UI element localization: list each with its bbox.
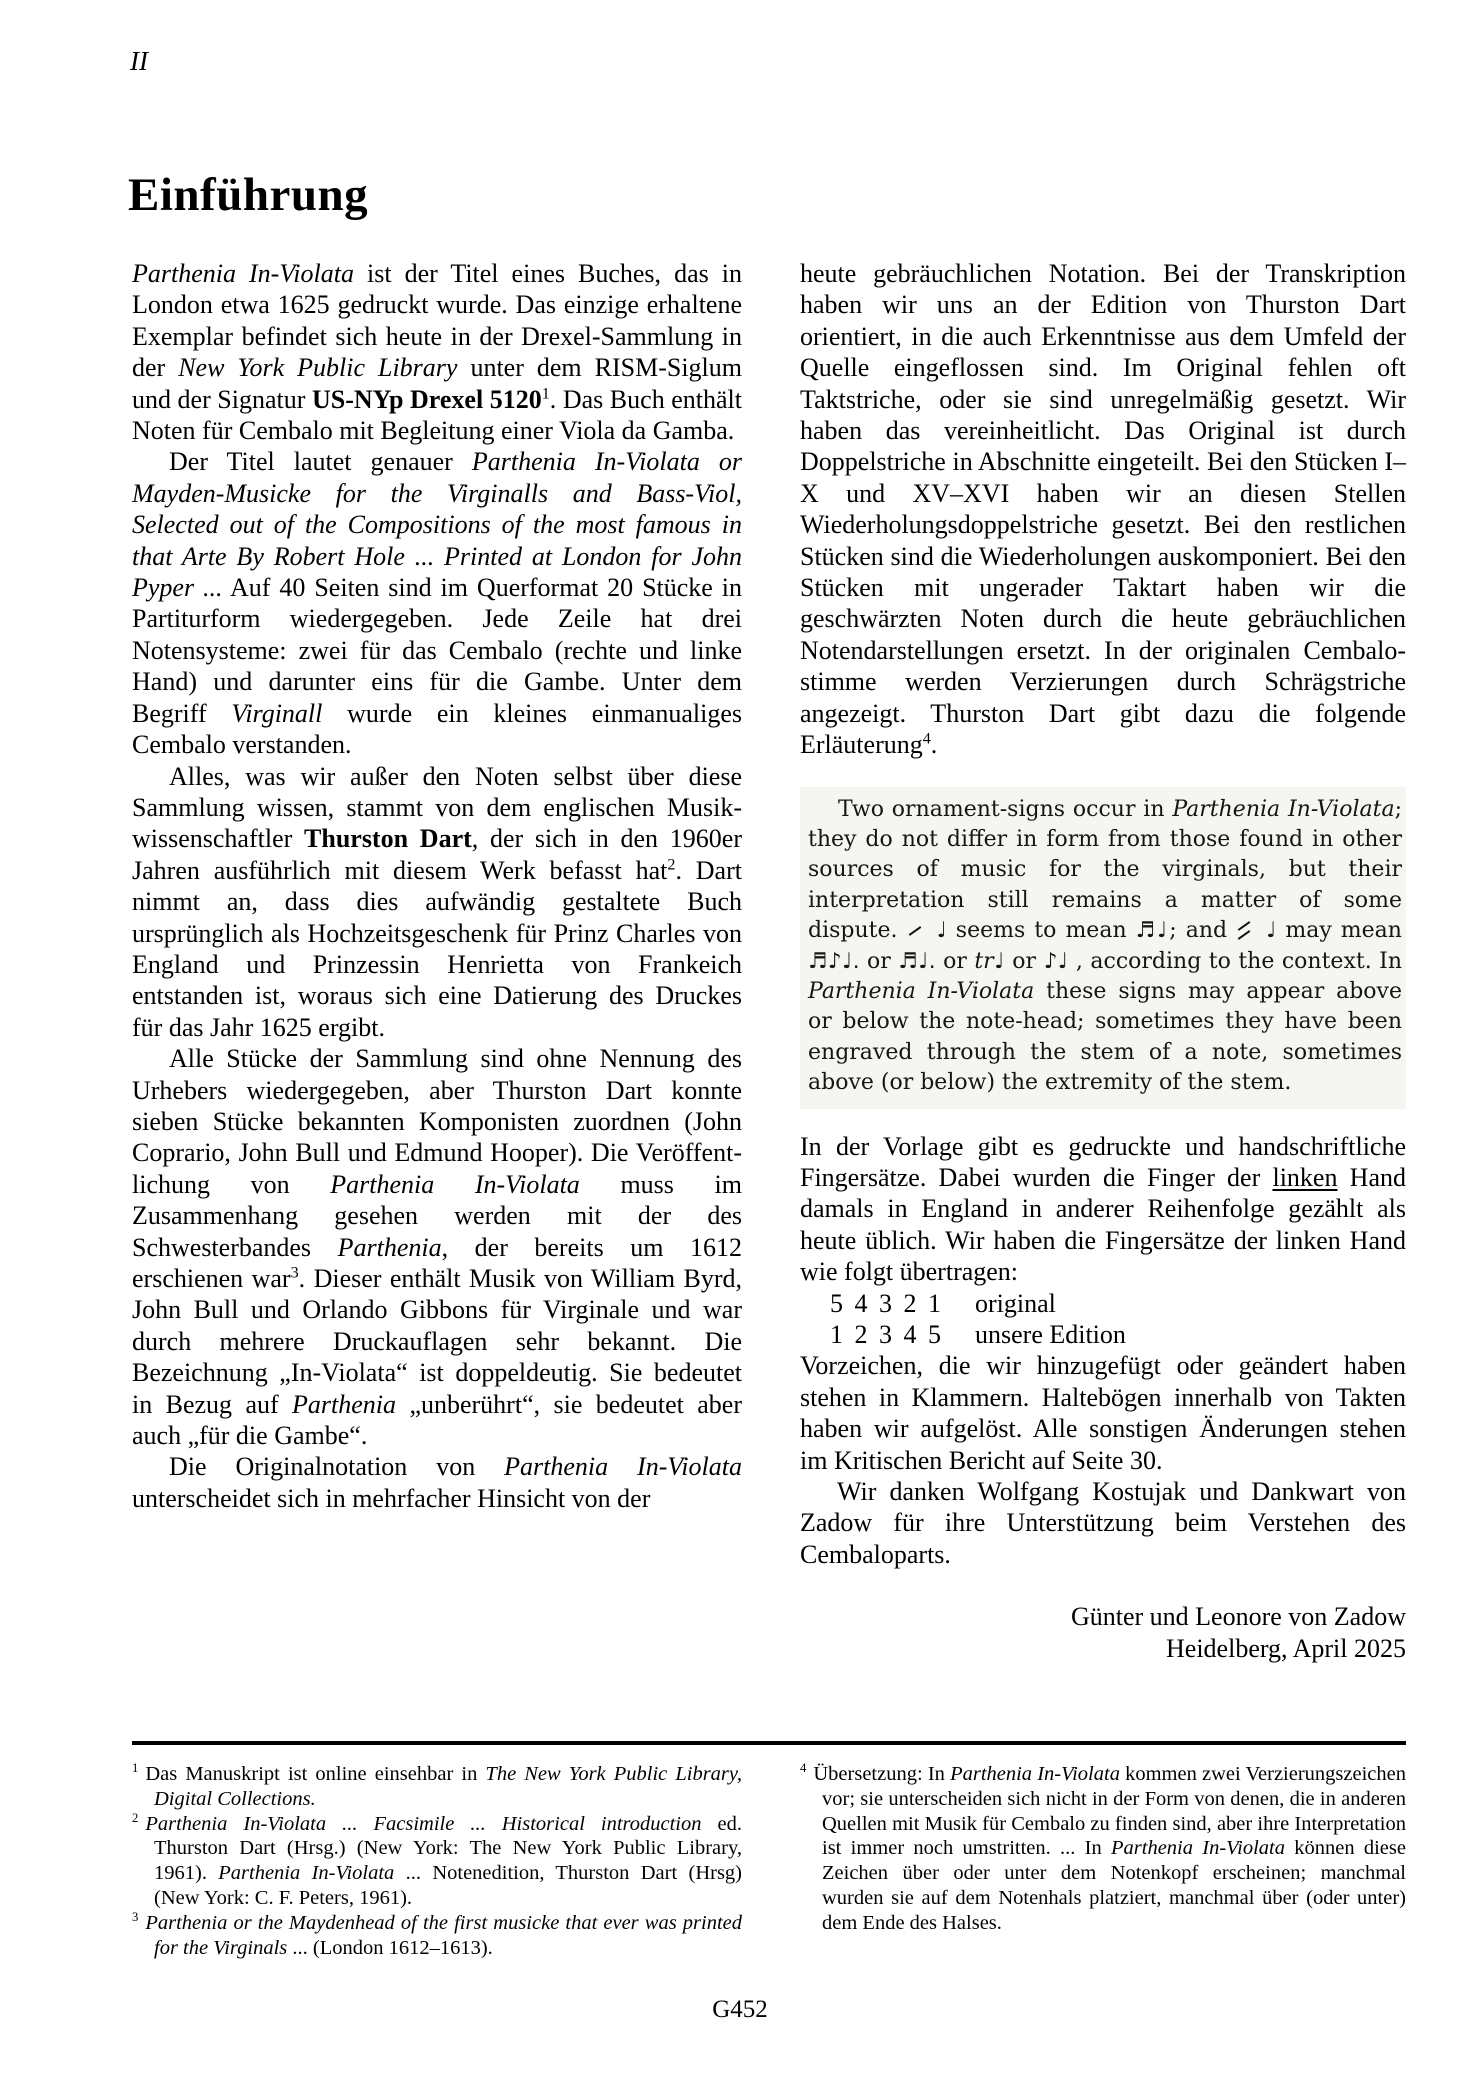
fingering-table (800, 1288, 1406, 1351)
plate-number: G452 (712, 1996, 768, 2023)
footnote-number: 4 (800, 1761, 807, 1776)
signature-block (800, 1601, 1406, 1664)
right-column (800, 258, 1406, 1664)
footnote (132, 1762, 742, 1812)
paragraph: Vorzeichen, die wir hinzugefügt oder geändert haben stehen in Klammern. Haltebögen innerhalb von Takten haben wir aufgelöst. Alle sonstigen Änderungen stehen im Kritischen Bericht auf Seite 30. (800, 1351, 1406, 1475)
footnotes-left-column (132, 1762, 742, 1960)
fingering-row (800, 1319, 1406, 1350)
block-quote: Two ornament-signs occur in Parthenia In-Violata; they do not differ in form from those found in other sources of music for the virginals, but their interpretation still remains a matter of some dispute. ♩ seems to mean ♬♩; and ♩ may mean ♬♪♩. or ♬♩. or tr♩ or ♪♩ , according to the context. In Parthenia In-Violata these signs may appear above or below the note-head; sometimes they have been engraved through the stem of a note, sometimes above (or below) the extremity of the stem. (800, 787, 1406, 1109)
signature-line: Günter und Leonore von Zadow (1070, 1602, 1406, 1632)
signature-line: Heidelberg, April 2025 (1166, 1633, 1406, 1663)
paragraph: Alle Stücke der Sammlung sind ohne Nennung des Urhebers wiedergegeben, aber Thurston Dart konnte sieben Stücke bekannten Komponisten zuordnen (John Coprario, John Bull und Edmund Hooper). Die Veröffentlichung von Parthenia In-Violata muss im Zusammenhang gesehen werden mit der des Schwesterbandes Parthenia, der bereits um 1612 erschienen war$^3$. Dieser enthält Musik von William Byrd, John Bull und Orlando Gibbons für Virginale und war durch mehrere Druckauflagen sehr bekannt. Die Bezeichnung „In-Violata“ ist doppeldeutig. Sie bedeutet in Bezug auf Parthenia „unberührt“, sie bedeutet aber auch „für die Gambe“. (132, 1044, 742, 1451)
ornament-sign-icon: ♬♪♩. (808, 948, 860, 974)
fingering-label: unsere Edition (975, 1320, 1126, 1349)
footnote-ref: 3 (290, 1264, 299, 1282)
footnote-text: Übersetzung: In Parthenia In-Violata kommen zwei Verzierungszeichen vor; sie unterscheiden sich nicht in der Form von denen, die in anderen Quellen mit Musik für Cembalo zu finden sind, aber ihre Interpretation ist immer noch umstritten. ... In Parthenia In-Violata können diese Zeichen über oder unter dem Notenkopf erscheinen; manchmal wurden sie auf dem Notenhals platziert, manchmal über (oder unter) dem Ende des Halses. (813, 1763, 1406, 1934)
ornament-sign-icon: ♬♩ (1135, 918, 1170, 944)
paragraph: Alles, was wir außer den Noten selbst über diese Sammlung wissen, stammt von dem englischen Musikwissenschaftler Thurston Dart, der sich in den 1960er Jahren ausführlich mit diesem Werk befasst hat$^2$. Dart nimmt an, dass dies aufwändig gestaltete Buch ursprünglich als Hochzeitsgeschenk für Prinz Charles von England und Prinzessin Henrietta von Frankeich entstanden ist, woraus sich eine Datierung des Druckes für das Jahr 1625 ergibt. (132, 761, 742, 1042)
page-number: II (130, 46, 148, 76)
paragraph: Wir danken Wolfgang Kostujak und Dankwart von Zadow für ihre Unterstützung beim Verstehen des Cembaloparts. (800, 1477, 1406, 1569)
fingering-numbers: 5 4 3 2 1 (830, 1288, 944, 1318)
footnote-number: 3 (132, 1909, 139, 1924)
footnote-number: 1 (132, 1761, 139, 1776)
paragraph: heute gebräuchlichen Notation. Bei der Transkription haben wir uns an der Edition von Thurston Dart orientiert, in die auch Erkenntnisse aus dem Umfeld der Quelle eingeflossen sind. Im Original fehlen oft Taktstriche, oder sie sind unregelmäßig gesetzt. Wir haben das vereinheitlicht. Das Original ist durch Doppelstriche in Abschnitte eingeteilt. Bei den Stücken I–X und XV–XVI haben wir an diesen Stellen Wiederholungsdoppelstriche gesetzt. Bei den restlichen Stücken sind die Wiederholungen auskomponiert. Bei den Stücken mit ungerader Taktart haben wir die geschwärzten Noten durch die heute gebräuchlichen Notendarstellungen ersetzt. In der originalen Cembalostimme werden Verzierungen durch Schrägstriche angezeigt. Thurston Dart gibt dazu die folgende Erläuterung$^4$. (800, 259, 1406, 760)
left-column (132, 258, 742, 1514)
page-title: Einführung (128, 169, 369, 221)
fingering-label: original (975, 1288, 1056, 1318)
fingering-numbers: 1 2 3 4 5 (830, 1320, 944, 1349)
paragraph: In der Vorlage gibt es gedruckte und handschriftliche Fingersätze. Dabei wurden die Finger der linken Hand damals in England in anderer Reihenfolge gezählt als heute üblich. Wir haben die Fingersätze der linken Hand wie folgt übertragen: (800, 1131, 1406, 1287)
paragraph: Der Titel lautet genauer Parthenia In-Violata or Mayden-Musicke for the Virginalls and Bass-Viol, Selected out of the Compositions of the most famous in that Arte By Robert Hole ... Printed at London for John Pyper ... Auf 40 Seiten sind im Querformat 20 Stücke in Partiturform wiedergegeben. Jede Zeile hat drei Notensysteme: zwei für das Cembalo (rechte und linke Hand) und darunter eins für die Gambe. Unter dem Begriff Virginall wurde ein kleines einmanualiges Cembalo verstanden. (132, 447, 742, 760)
footnote-text: Parthenia In-Violata ... Facsimile ... Historical introduction ed. Thurston Dart (Hrsg.) (New York: The New York Public Library, 1961). Parthenia In-Violata ... Notenedition, Thurston Dart (Hrsg) (New York: C. F. Peters, 1961). (145, 1812, 742, 1909)
ornament-sign-icon: ♩ (907, 916, 947, 946)
ornament-sign-icon: ♬♩. (898, 948, 936, 974)
footnote (800, 1762, 1406, 1936)
paragraph: Parthenia In-Violata ist der Titel eines Buches, das in London etwa 1625 gedruckt wurde. Das einzige erhaltene Exemplar befindet sich heute in der Drexel-Sammlung in der New York Public Library unter dem RISM-Siglum und der Signatur US-NYp Drexel 5120$^1$. Das Buch enthält Noten für Cembalo mit Begleitung einer Viola da Gamba. (132, 259, 742, 446)
ornament-sign-icon: ♪♩ (1043, 948, 1069, 974)
ornament-sign-icon: ♩ (993, 948, 1005, 974)
footnote-ref: 1 (541, 384, 550, 402)
ornament-sign-icon: ♩ (1236, 916, 1276, 946)
footnote (132, 1812, 742, 1911)
footnote-text: Das Manuskript ist online einsehbar in The New York Public Library, Digital Collections. (145, 1763, 742, 1810)
footnote-separator (132, 1741, 1406, 1745)
footnote-text: Parthenia or the Maydenhead of the first musicke that ever was printed for the Virginals ... (London 1612–1613). (145, 1911, 742, 1959)
footnotes-right-column (800, 1762, 1406, 1936)
paragraph: Die Originalnotation von Parthenia In-Violata unterscheidet sich in mehrfacher Hinsicht von der (132, 1452, 742, 1513)
footnote-number: 2 (132, 1810, 139, 1825)
footnote-ref: 2 (667, 856, 676, 874)
footnote-ref: 4 (922, 730, 931, 748)
footnote (132, 1911, 742, 1961)
fingering-row (800, 1288, 1406, 1319)
